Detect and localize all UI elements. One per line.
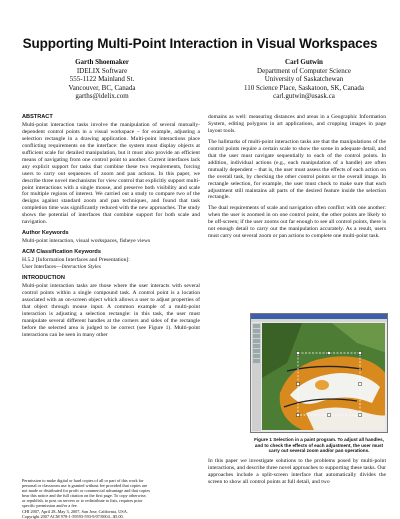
selection-handle <box>297 414 300 417</box>
acm-text <box>22 257 200 271</box>
keywords-text: Multi-point interaction, visual workspaces, fisheye views <box>22 238 151 245</box>
author-block-1 <box>12 58 192 101</box>
figure-1-screenshot <box>250 313 388 433</box>
selection-handle <box>297 383 300 386</box>
tool-icon <box>253 324 260 328</box>
selection-handle <box>328 352 331 355</box>
selection-handle <box>359 414 362 417</box>
intro-text: Multi-point interaction tasks are those where the user interacts with several control points within a single compound task. A control point is a location associated with an on-screen object which allows a user to adjust properties of that object through mouse input. A common example of a multi-point interaction is adjusting a selection rectangle: in this task, the user must manipulate several different handles at the corners and sides of the rectangle before the selected area is judged to be correct (see Figure 1). Multi-point interactions can be seen in many other <box>22 282 200 338</box>
author-name: Carl Gutwin <box>285 58 323 66</box>
acm-heading: ACM Classification Keywords <box>22 249 101 256</box>
right-paragraph: In this paper we investigate solutions to the problems posed by multi-point interactions, and describe three novel approaches to supporting these tasks. Our approaches include a split-screen interface that automatically divides the screen to show all control points at full detail, and two <box>208 458 387 485</box>
author-org: Department of Computer Science <box>257 66 351 75</box>
tool-icon <box>253 344 260 348</box>
selection-handle <box>328 414 331 417</box>
author-address: 110 Science Place, Saskatoon, SK, Canada <box>244 83 364 92</box>
selection-handle <box>359 383 362 386</box>
tool-icon <box>253 354 260 358</box>
copyright-line: specific permission and/or a fee. <box>22 503 78 509</box>
author-block-2 <box>214 58 394 101</box>
tool-icon <box>253 329 260 333</box>
selection-handle <box>359 352 362 355</box>
right-column <box>208 114 386 244</box>
copyright-line: Permission to make digital or hard copies of all or part of this work for <box>22 478 144 483</box>
author-address: University of Saskatchewan <box>264 75 344 84</box>
fish-image <box>262 323 385 430</box>
copyright-notice <box>22 478 200 519</box>
tool-icon <box>253 349 260 353</box>
selection-handle <box>297 352 300 355</box>
right-paragraph: domains as well: measuring distances and areas in a Geographic Information System, editing polygons in art applications, and cropping images in page layout tools. <box>208 114 386 134</box>
right-column-bottom <box>208 458 386 490</box>
keywords-heading: Author Keywords <box>22 230 69 237</box>
paint-toolbar <box>252 323 261 431</box>
author-address: 555-1122 Mainland St. <box>69 75 135 84</box>
author-email: garths@idelix.com <box>75 92 129 101</box>
copyright-line: Copyright 2007 ACM 978-1-59593-593-9/07/0004...$5.00. <box>22 513 124 519</box>
figure-caption: Figure 1 Selection in a paint program. To adjust all handles, and to check the effects of each adjustment, the user must carry out several zoom and/or pan operations. <box>254 437 384 454</box>
window-menubar <box>251 319 387 322</box>
author-email: carl.gutwin@usask.ca <box>273 92 335 101</box>
tool-icon <box>253 334 260 338</box>
right-paragraph: The hallmarks of multi-point interaction tasks are that the manipulations of the control points require a certain scale to show the scene in adequate detail, and that the user must navigate sequentially to each of the control points. In addition, individual actions (e.g., each manipulation of a handle) are often mutually dependent – that is, the user must assess the effects of each action on the overall task, by checking the other control points or the overall image. In rectangle selection, for example, the user must check to make sure that each adjustment still maintains all parts of the desired feature inside the selection rectangle. <box>208 138 386 201</box>
right-paragraph: The dual requirements of scale and navigation often conflict with one another: when the user is zoomed in on one control point, the other points are likely to be off-screen; if the user zooms out far enough to see all control points, there is not enough detail to carry out the manipulation accurately. As a result, users must carry out several zoom or pan actions to complete one multi-point task. <box>208 205 386 240</box>
copyright-line: personal or classroom use is granted without fee provided that copies are <box>22 483 148 489</box>
copyright-line: or republish, to post on servers or to redistribute to lists, requires prior <box>22 498 143 504</box>
author-org: IDELIX Software <box>76 66 128 75</box>
fish-image-canvas <box>262 323 385 430</box>
abstract-heading: ABSTRACT <box>22 114 53 120</box>
copyright-line: not made or distributed for profit or commercial advantage and that copies <box>22 488 151 494</box>
tool-icon <box>253 339 260 343</box>
author-name: Garth Shoemaker <box>75 58 129 66</box>
acm-line1: H.5.2 [Information Interfaces and Presentation]: <box>22 257 130 264</box>
copyright-line: CHI 2007, April 28–May 3, 2007, San Jose, California, USA. <box>22 508 128 514</box>
left-column <box>22 114 200 343</box>
acm-italic: Interaction Styles <box>61 264 101 271</box>
paper-title: Supporting Multi-Point Interaction in Visual Workspaces <box>22 36 378 51</box>
author-address: Vancouver, BC, Canada <box>68 83 136 92</box>
tool-icon <box>253 359 260 363</box>
abstract-text: Multi-point interaction tasks involve the manipulation of several mutually-dependent control points in a visual workspace – for example, adjusting a selection rectangle in a drawing application. Multi-point interactions place conflicting requirements on the interface: the system must display objects at sufficient scale for detailed manipulation, but it must also provide an efficient means of navigating from one control point to another. Current interfaces lack any explicit support for tasks that combine these two requirements, forcing users to carry out sequences of zoom and pan actions. In this paper, we describe three novel mechanisms for view control that explicitly support multi-point interactions with a single mouse, and preserve both visibility and scale for multiple regions of interest. We carried out a study to compare two of the designs against standard zoom and pan techniques, and found that task completion time was significantly reduced with the new approaches. The study shows the potential of interfaces that combine support for both scale and navigation. <box>22 121 200 226</box>
intro-heading: INTRODUCTION <box>22 275 65 282</box>
copyright-line: bear this notice and the full citation on the first page. To copy otherwise, <box>22 493 147 499</box>
acm-line2: User Interfaces— <box>22 264 62 271</box>
